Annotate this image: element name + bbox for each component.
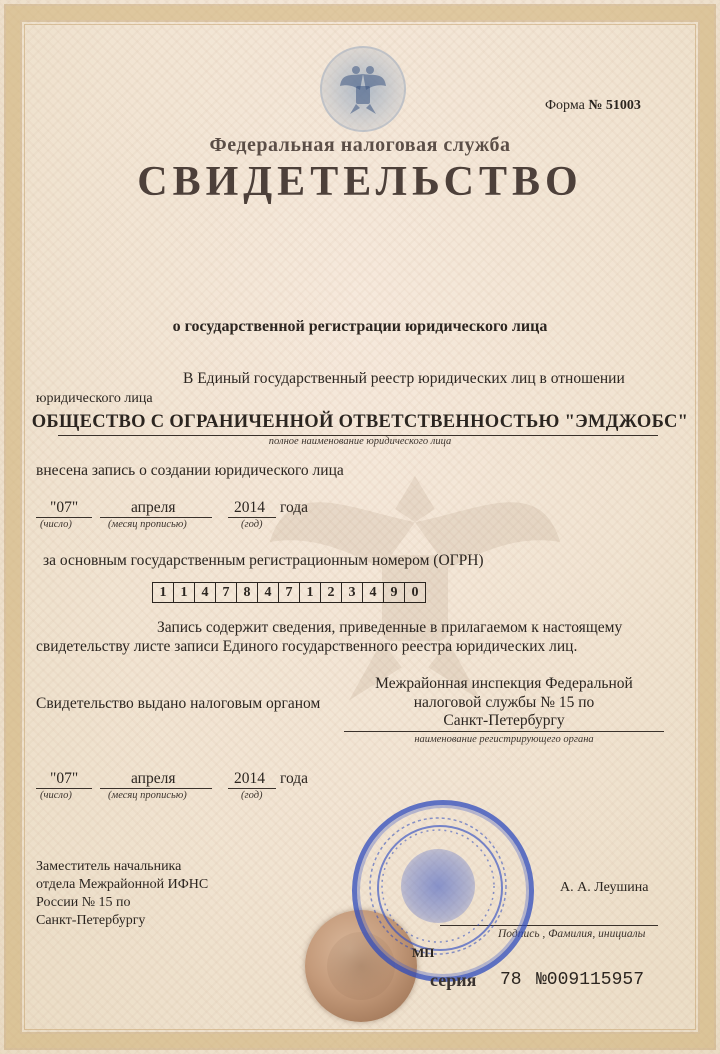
ogrn-digit: 1 bbox=[173, 582, 195, 603]
day-underline bbox=[36, 517, 92, 518]
month-caption: (месяц прописью) bbox=[108, 519, 187, 530]
authority-line-1: Межрайонная инспекция Федеральной bbox=[375, 675, 633, 692]
authority-underline bbox=[344, 731, 664, 732]
ogrn-digit: 7 bbox=[215, 582, 237, 603]
intro-line-1: В Единый государственный реестр юридических лиц в отношении bbox=[183, 370, 625, 387]
authority-line-3: Санкт-Петербургу bbox=[443, 712, 565, 729]
ogrn-digit: 9 bbox=[383, 582, 405, 603]
ogrn-text: за основным государственным регистрационным номером (ОГРН) bbox=[43, 552, 484, 569]
intro-line-2: юридического лица bbox=[36, 391, 153, 406]
form-label: Форма bbox=[545, 98, 585, 113]
issue-date-year: 2014 bbox=[234, 770, 265, 787]
issue-date-month: апреля bbox=[131, 770, 176, 787]
signatory-name: А. А. Леушина bbox=[560, 880, 649, 895]
issue-day-caption: (число) bbox=[40, 790, 72, 801]
issue-month-underline bbox=[100, 788, 212, 789]
ogrn-digit: 4 bbox=[257, 582, 279, 603]
authority-caption: наименование регистрирующего органа bbox=[414, 734, 594, 745]
ogrn-digit: 4 bbox=[362, 582, 384, 603]
signatory-line-4: Санкт-Петербургу bbox=[36, 913, 146, 928]
date-day: "07" bbox=[50, 499, 79, 516]
ogrn-digit: 4 bbox=[194, 582, 216, 603]
year-underline bbox=[228, 517, 276, 518]
issued-label: Свидетельство выдано налоговым органом bbox=[36, 695, 321, 712]
signatory-line-2: отдела Межрайонной ИФНС bbox=[36, 877, 209, 892]
info-line-2: свидетельству листе записи Единого государственного реестра юридических лиц. bbox=[36, 638, 578, 655]
page-title: СВИДЕТЕЛЬСТВО bbox=[137, 159, 583, 205]
series-label: серия bbox=[430, 970, 477, 990]
ogrn-digit: 3 bbox=[341, 582, 363, 603]
record-text: внесена запись о создании юридического лица bbox=[36, 462, 344, 479]
date-month: апреля bbox=[131, 499, 176, 516]
state-emblem-icon bbox=[320, 46, 406, 132]
date-year-word: года bbox=[280, 499, 309, 516]
info-line-1: Запись содержит сведения, приведенные в прилагаемом к настоящему bbox=[157, 619, 623, 636]
stamp-eagle-icon bbox=[401, 849, 475, 923]
ogrn-digit: 0 bbox=[404, 582, 426, 603]
ogrn-digit: 2 bbox=[320, 582, 342, 603]
signatory-line-3: России № 15 по bbox=[36, 895, 131, 910]
company-caption: полное наименование юридического лица bbox=[268, 436, 452, 447]
official-stamp-icon bbox=[352, 800, 534, 982]
year-caption: (год) bbox=[241, 519, 263, 530]
certificate-subtitle: о государственной регистрации юридического лица bbox=[172, 318, 548, 335]
issue-month-caption: (месяц прописью) bbox=[108, 790, 187, 801]
series-value: 78 bbox=[500, 970, 522, 990]
issue-year-caption: (год) bbox=[241, 790, 263, 801]
authority-line-2: налоговой службы № 15 по bbox=[413, 694, 595, 711]
signature-caption: Подпись , Фамилия, инициалы bbox=[498, 928, 646, 940]
form-number bbox=[545, 98, 641, 114]
ogrn-digit: 8 bbox=[236, 582, 258, 603]
day-caption: (число) bbox=[40, 519, 72, 530]
serial-number: №009115957 bbox=[536, 970, 645, 990]
ogrn-digit: 1 bbox=[152, 582, 174, 603]
stamp-place-label: МП bbox=[412, 945, 435, 960]
ogrn-digit: 1 bbox=[299, 582, 321, 603]
agency-name: Федеральная налоговая служба bbox=[209, 134, 511, 156]
issue-year-underline bbox=[228, 788, 276, 789]
form-number-value: № 51003 bbox=[588, 98, 641, 113]
signatory-line-1: Заместитель начальника bbox=[36, 859, 182, 874]
issue-date-day: "07" bbox=[50, 770, 79, 787]
date-year: 2014 bbox=[234, 499, 265, 516]
issue-day-underline bbox=[36, 788, 92, 789]
company-name: ОБЩЕСТВО С ОГРАНИЧЕННОЙ ОТВЕТСТВЕННОСТЬЮ "ЭМДЖОБС" bbox=[31, 412, 689, 432]
signatory-position bbox=[36, 858, 208, 930]
month-underline bbox=[100, 517, 212, 518]
ogrn-number-grid bbox=[153, 582, 426, 603]
ogrn-digit: 7 bbox=[278, 582, 300, 603]
issue-date-year-word: года bbox=[280, 770, 309, 787]
